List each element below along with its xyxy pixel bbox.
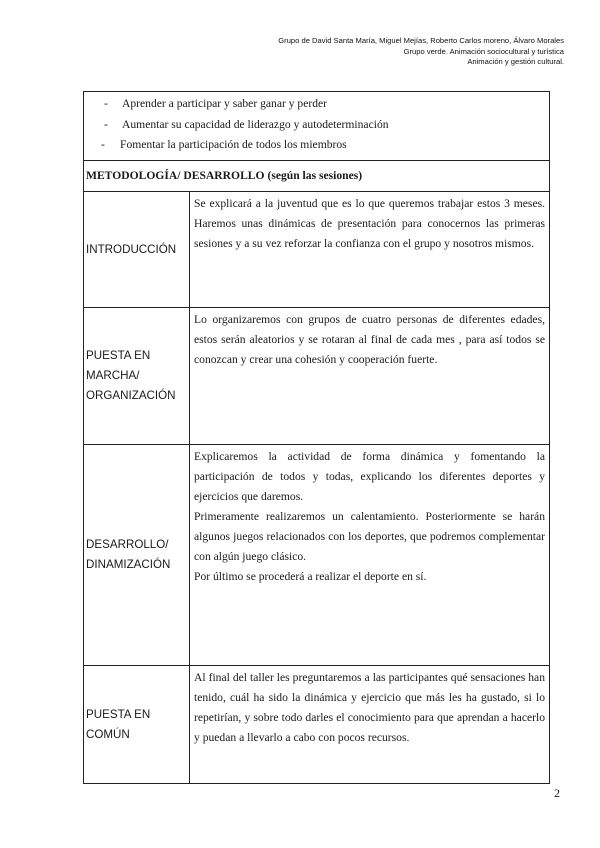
row-content-desarrollo	[190, 445, 550, 666]
objective-item: - Aprender a participar y saber ganar y perder	[104, 97, 328, 110]
row-label-puesta-en-comun: PUESTA EN COMÚN	[84, 666, 190, 784]
objective-item: - Aumentar su capacidad de liderazgo y autodeterminación	[104, 117, 389, 131]
row-content-puesta-en-marcha	[190, 308, 550, 445]
methodology-table	[83, 91, 550, 784]
row-label-desarrollo: DESARROLLO/ DINAMIZACIÓN	[84, 445, 190, 666]
paragraph: Primeramente realizaremos un calentamiento. Posteriormente se harán algunos juegos relacionados con los deportes, que podremos complementar con algún juego clásico.	[194, 510, 545, 563]
paragraph: Explicaremos la actividad de forma dinámica y fomentando la participación de todos y todas, explicando los diferentes deportes y ejercicios que daremos.	[194, 450, 545, 503]
header-group: Grupo verde. Animación sociocultural y turística	[403, 46, 564, 56]
page-header	[144, 36, 564, 68]
objective-text: Fomentar la participación de todos los miembros	[120, 138, 347, 151]
row-content-introduccion	[190, 192, 550, 308]
objective-text: Aprender a participar y saber ganar y perder	[122, 97, 328, 110]
objectives-list	[84, 94, 549, 156]
objective-item: - Fomentar la participación de todos los miembros	[101, 138, 347, 151]
paragraph: Lo organizaremos con grupos de cuatro personas de diferentes edades, estos serán aleatorios y se rotaran al final de cada mes , para así todos se conozcan y crear una cohesión y cooperación fuerte.	[194, 313, 545, 366]
row-content-puesta-en-comun	[190, 666, 550, 784]
row-label-puesta-en-marcha: PUESTA EN MARCHA/ ORGANIZACIÓN	[84, 308, 190, 445]
objectives-cell	[84, 92, 550, 161]
page-number: 2	[554, 786, 560, 800]
section-title: METODOLOGÍA/ DESARROLLO (según las sesiones)	[84, 161, 550, 192]
paragraph: Por último se procederá a realizar el deporte en sí.	[194, 570, 427, 583]
row-label-introduccion: INTRODUCCIÓN	[84, 192, 190, 308]
paragraph: Al final del taller les preguntaremos a las participantes qué sensaciones han tenido, cuál ha sido la dinámica y ejercicio que más les ha gustado, si lo repetirían, y sobre todo darles el conocimiento para que aprendan a hacerlo y puedan a llevarlo a cabo con pocos recursos.	[194, 671, 545, 744]
header-authors: Grupo de David Santa María, Miguel Mejías, Roberto Carlos moreno, Álvaro Morales	[278, 36, 564, 45]
header-course: Animación y gestión cultural.	[467, 57, 564, 66]
paragraph: Se explicará a la juventud que es lo que queremos trabajar estos 3 meses. Haremos unas dinámicas de presentación para conocernos las primeras sesiones y a su vez reforzar la confianza con el grupo y nosotros mismos.	[194, 197, 545, 250]
objective-text: Aumentar su capacidad de liderazgo y autodeterminación	[122, 117, 389, 131]
